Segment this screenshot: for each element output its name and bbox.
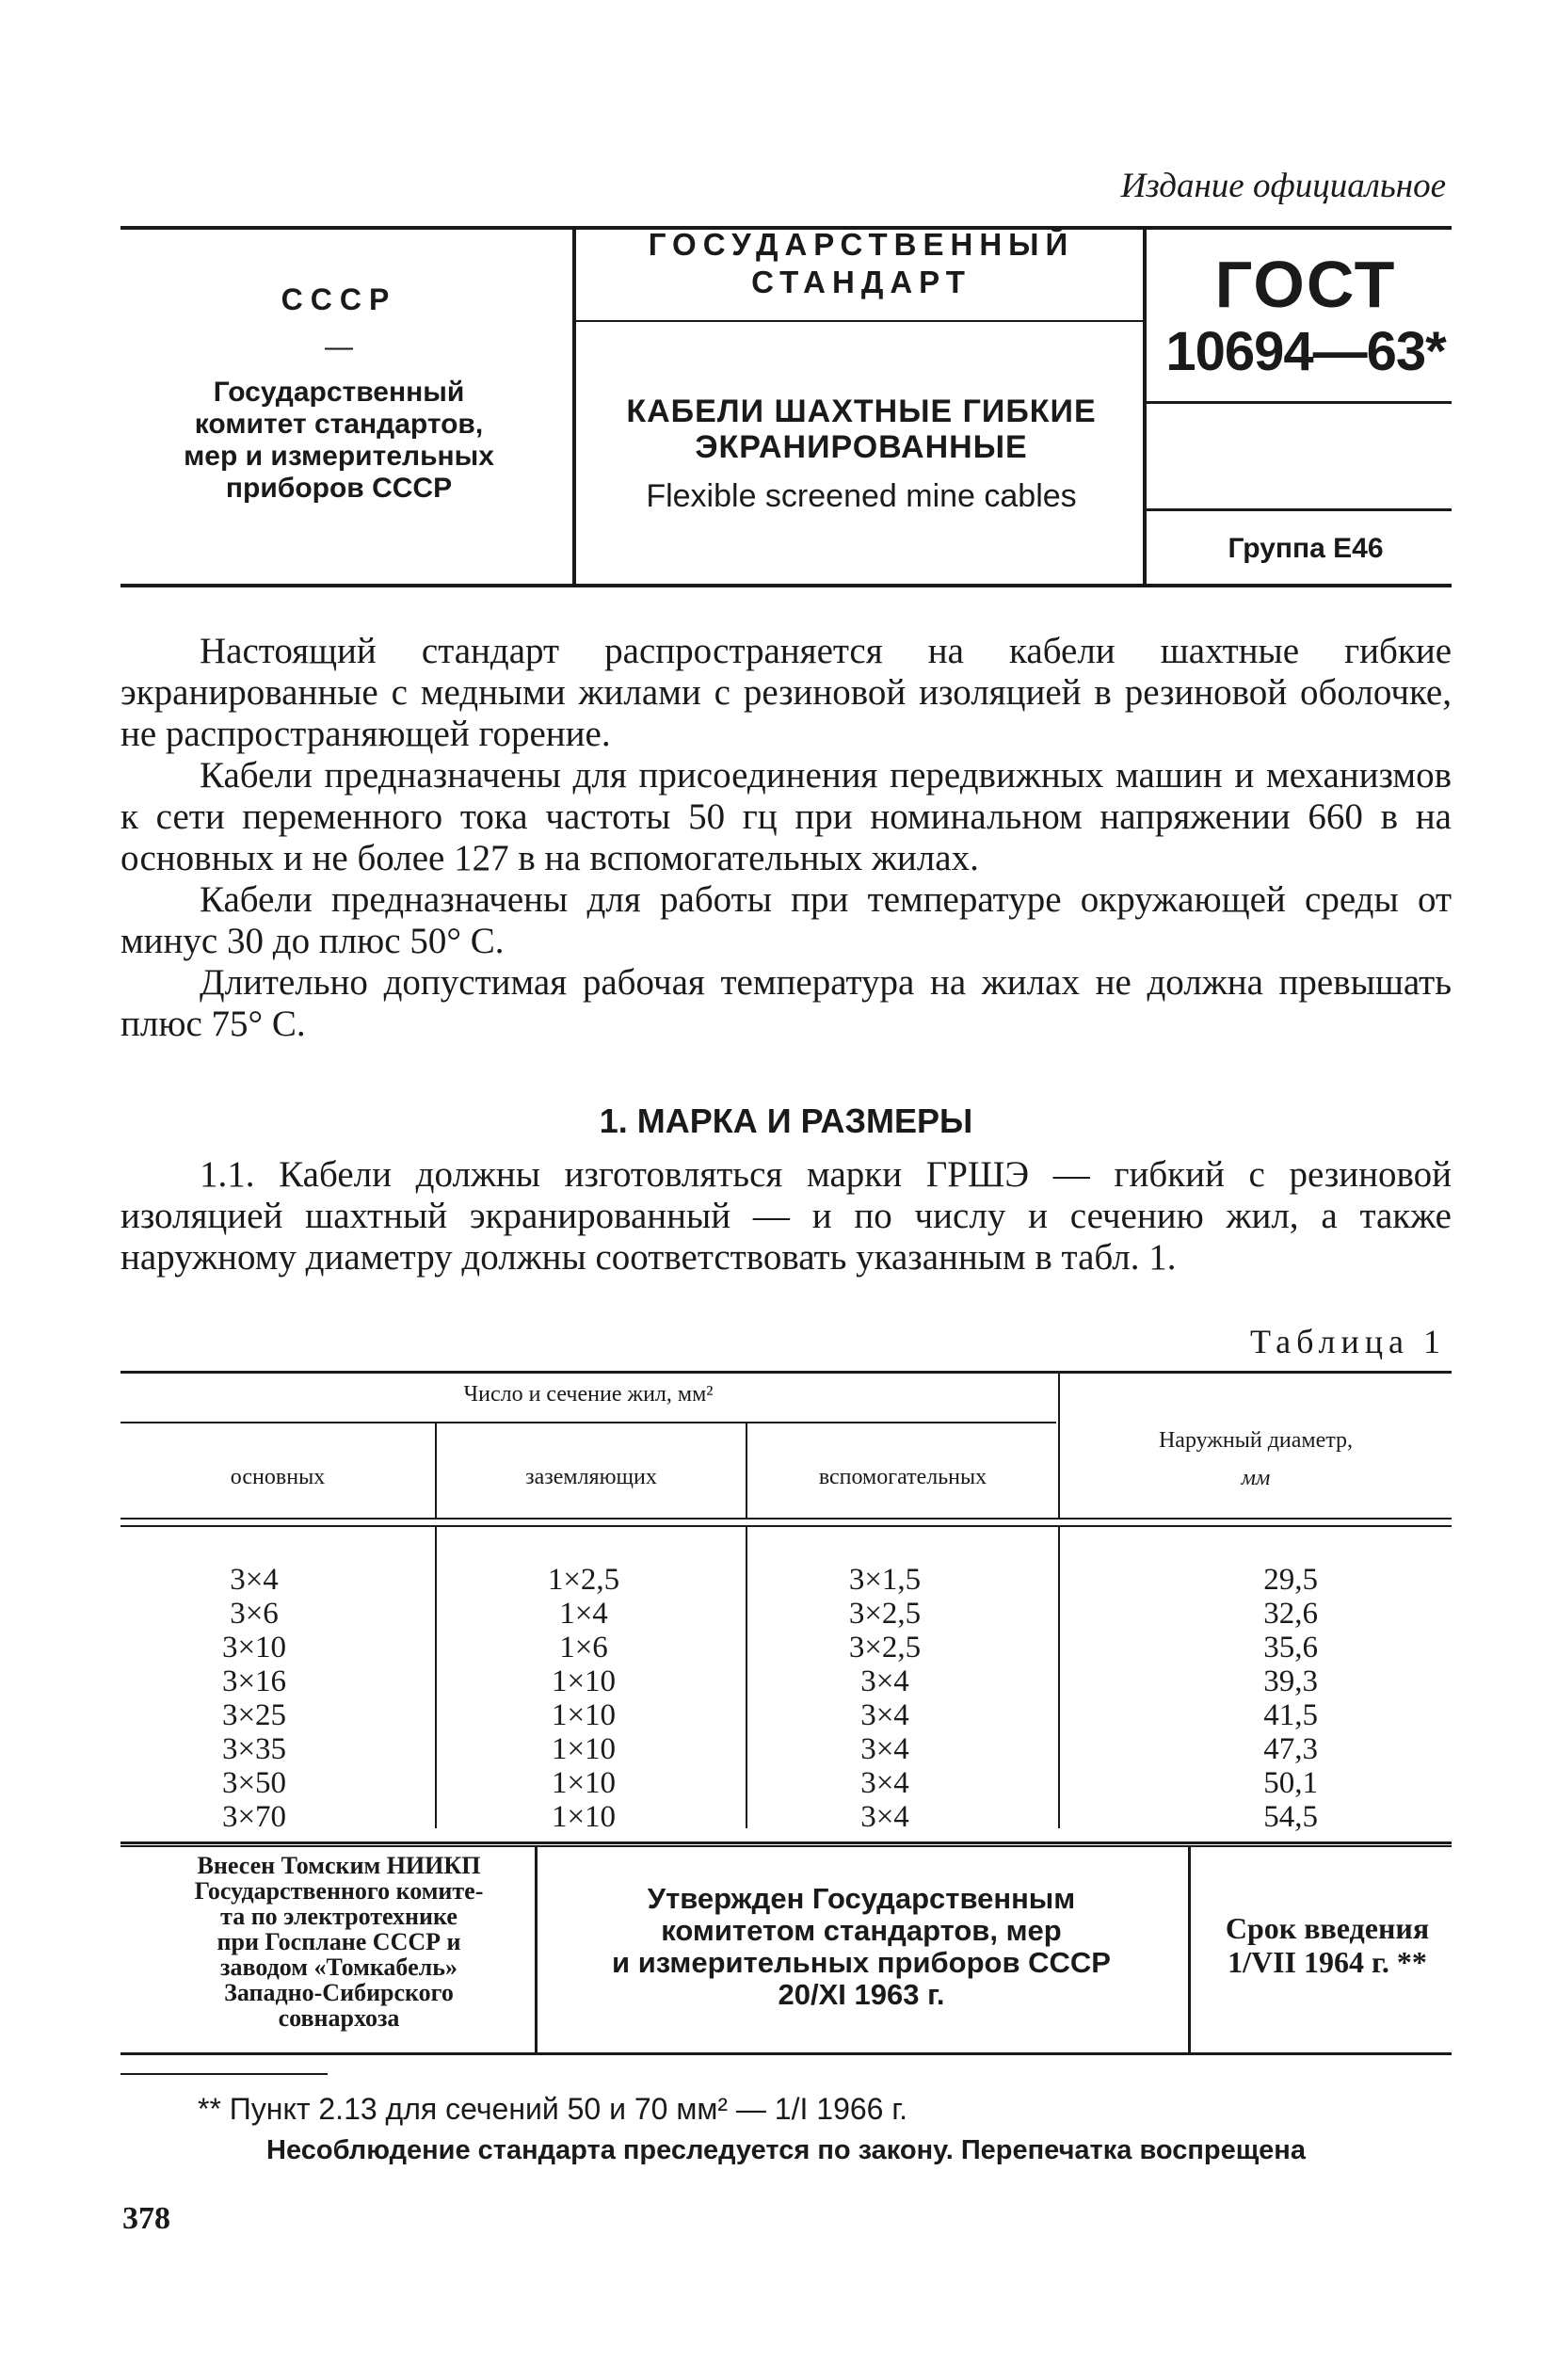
footer-divider-right (1188, 1847, 1191, 2052)
table-cell: 3×4 (860, 1766, 909, 1800)
committee-line: комитет стандартов, (194, 409, 484, 440)
table-cell: 47,3 (1263, 1732, 1318, 1766)
intro-paragraph: Длительно допустимая рабочая температура на жилах не должна превышать плюс 75° С. (120, 962, 1452, 1044)
table-cell: 39,3 (1263, 1664, 1318, 1698)
table-column-ground (508, 1563, 659, 1834)
table-cell: 35,6 (1263, 1631, 1318, 1664)
table-cell: 1×2,5 (547, 1563, 620, 1597)
table-cell: 1×4 (559, 1597, 608, 1631)
table-col-diameter (1060, 1422, 1452, 1497)
header-divider-right (1143, 230, 1147, 584)
approved-line: Утвержден Государственным (647, 1882, 1076, 1915)
table-cell: 3×10 (221, 1631, 287, 1664)
intro-text (120, 631, 1452, 1045)
introduced-line: Государственного комите- (194, 1877, 484, 1905)
introduced-line: Внесен Томским НИИКП (197, 1852, 481, 1879)
table-body-vline-1 (435, 1527, 437, 1828)
table-cell: 41,5 (1263, 1698, 1318, 1732)
introduced-line: та по электротехнике (220, 1903, 457, 1930)
committee-name (141, 377, 537, 505)
table-cell: 3×6 (230, 1597, 279, 1631)
document-title-en: Flexible screened mine cables (646, 478, 1077, 514)
table-cell: 50,1 (1263, 1766, 1318, 1800)
table-cell: 3×70 (221, 1800, 287, 1834)
footnote: ** Пункт 2.13 для сечений 50 и 70 мм² — 1/I 1966 г. (198, 2092, 907, 2126)
group-code: Группа Е46 (1228, 533, 1384, 564)
table-cell: 3×25 (221, 1698, 287, 1732)
table-cell: 3×4 (860, 1664, 909, 1698)
table-cell: 1×10 (551, 1800, 617, 1834)
table-col-main: основных (230, 1465, 326, 1489)
approved-line: 20/XI 1963 г. (778, 1978, 945, 2011)
page-number: 378 (122, 2201, 170, 2236)
table-top-rule (120, 1371, 1452, 1374)
section-title: 1. МАРКА И РАЗМЕРЫ (599, 1102, 973, 1140)
header-divider-left (572, 230, 576, 584)
table-cell: 3×4 (230, 1563, 279, 1597)
state-standard-heading (584, 226, 1139, 301)
intro-paragraph: Кабели предназначены для работы при температуре окружающей среды от минус 30 до плюс 50° С. (120, 879, 1452, 961)
table-col-aux: вспомогательных (818, 1465, 987, 1489)
effective-line: 1/VII 1964 г. ** (1228, 1945, 1427, 1979)
section-text (120, 1154, 1452, 1278)
table-cell: 1×6 (559, 1631, 608, 1664)
edition-label: Издание официальное (1120, 167, 1446, 205)
table-body-vline-2 (746, 1527, 747, 1828)
approved-by (555, 1883, 1167, 2011)
gost-number: 10694—63* (1165, 321, 1446, 382)
effective-line: Срок введения (1225, 1911, 1430, 1945)
intro-paragraph: Кабели предназначены для присоединения передвижных машин и механизмов к сети переменного тока частоты 50 гц при номинальном напряжении 660 в на основных и не более 127 в на вспомогательных жилах. (120, 755, 1452, 878)
table-body-vline-3 (1058, 1527, 1060, 1828)
table-cell: 29,5 (1263, 1563, 1318, 1597)
gost-label: ГОСТ (1214, 248, 1397, 321)
table-cell: 3×2,5 (848, 1597, 922, 1631)
table-cell: 54,5 (1263, 1800, 1318, 1834)
table-group-rule (120, 1422, 1056, 1423)
country-label: СССР (281, 282, 397, 316)
table-col-diameter-unit: мм (1241, 1466, 1271, 1490)
table-column-main (179, 1563, 329, 1834)
header-bottom-rule (120, 584, 1452, 587)
committee-line: приборов СССР (225, 473, 453, 504)
table-col-ground: заземляющих (525, 1465, 657, 1489)
footer-bottom-rule (120, 2052, 1452, 2055)
country-dash: — (325, 331, 353, 362)
table-col-diameter-label: Наружный диаметр, (1158, 1428, 1354, 1453)
introduced-line: Западно-Сибирского (224, 1979, 454, 2006)
table-cell: 1×10 (551, 1766, 617, 1800)
footer-top-rule (120, 1845, 1452, 1847)
table-cell: 3×4 (860, 1800, 909, 1834)
table-cell: 3×2,5 (848, 1631, 922, 1664)
table-cell: 1×10 (551, 1732, 617, 1766)
table-cell: 3×1,5 (848, 1563, 922, 1597)
committee-line: Государственный (213, 377, 465, 408)
introduced-by (141, 1853, 537, 2031)
introduced-line: заводом «Томкабель» (220, 1954, 457, 1981)
header-mid-rule (576, 320, 1143, 322)
gost-rule-1 (1147, 401, 1452, 404)
title-line: КАБЕЛИ ШАХТНЫЕ ГИБКИЕ (626, 394, 1097, 429)
table-column-aux (810, 1563, 960, 1834)
table-header-rule-2 (120, 1525, 1452, 1527)
gost-rule-2 (1147, 508, 1452, 511)
title-line: ЭКРАНИРОВАННЫЕ (695, 429, 1028, 465)
document-title-ru (584, 394, 1139, 465)
table-bottom-rule (120, 1841, 1452, 1844)
table-cell: 3×35 (221, 1732, 287, 1766)
introduced-line: совнархоза (278, 2004, 400, 2032)
legal-notice: Несоблюдение стандарта преследуется по закону. Перепечатка воспрещена (266, 2135, 1306, 2165)
table-cell: 1×10 (551, 1698, 617, 1732)
committee-line: мер и измерительных (184, 441, 494, 472)
intro-paragraph: Настоящий стандарт распространяется на кабели шахтные гибкие экранированные с медными жилами с резиновой изоляцией в резиновой оболочке, не распространяющей горение. (120, 631, 1452, 754)
approved-line: и измерительных приборов СССР (612, 1946, 1111, 1979)
section-paragraph: 1.1. Кабели должны изготовляться марки ГРШЭ — гибкий с резиновой изоляцией шахтный экранированный — и по числу и сечению жил, а также наружному диаметру должны соответствовать указанным в табл. 1. (120, 1154, 1452, 1278)
state-standard-line: ГОСУДАРСТВЕННЫЙ (648, 227, 1075, 262)
table-cell: 3×50 (221, 1766, 287, 1800)
introduced-line: при Госплане СССР и (217, 1928, 461, 1955)
table-cell: 3×16 (221, 1664, 287, 1698)
effective-date (1196, 1911, 1459, 1979)
table-cell: 3×4 (860, 1732, 909, 1766)
state-standard-line: СТАНДАРТ (751, 265, 971, 299)
table-cell: 3×4 (860, 1698, 909, 1732)
table-group-header: Число и сечение жил, мм² (463, 1382, 714, 1407)
table-cell: 1×10 (551, 1664, 617, 1698)
footnote-rule (120, 2073, 328, 2075)
table-cell: 32,6 (1263, 1597, 1318, 1631)
table-caption: Таблица 1 (1250, 1323, 1446, 1360)
table-header-rule-1 (120, 1518, 1452, 1520)
table-column-diameter (1186, 1563, 1318, 1834)
approved-line: комитетом стандартов, мер (661, 1914, 1062, 1947)
